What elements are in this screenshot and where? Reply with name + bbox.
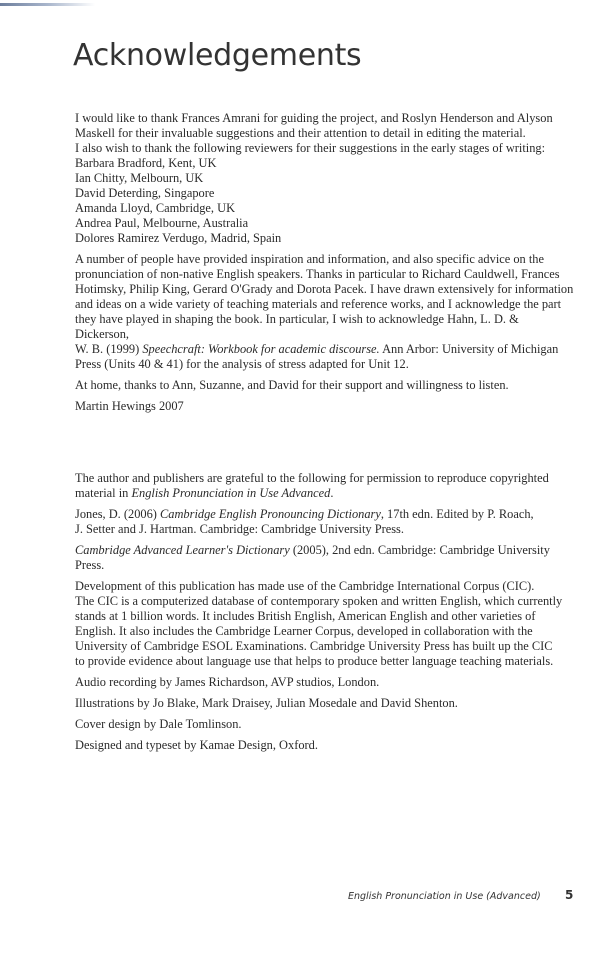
reference-line bbox=[75, 507, 575, 522]
reviewer-list bbox=[75, 156, 575, 246]
paragraph-line: English. It also includes the Cambridge Learner Corpus, developed in collaboration with the bbox=[75, 624, 533, 638]
page-number: 5 bbox=[565, 888, 574, 902]
reviewer-item: Dolores Ramirez Verdugo, Madrid, Spain bbox=[75, 231, 282, 245]
paragraph-line: Hotimsky, Philip King, Gerard O'Grady and Dorota Pacek. I have drawn extensively for information bbox=[75, 282, 574, 296]
paragraph-line: they have played in shaping the book. In particular, I wish to acknowledge Hahn, L. D. & Dickerson, bbox=[75, 312, 519, 341]
paragraph-line: and ideas on a wide variety of teaching materials and reference works, and I acknowledge the part bbox=[75, 297, 562, 311]
paragraph-line: Development of this publication has made use of the Cambridge International Corpus (CIC). bbox=[75, 579, 535, 593]
paragraph-line: stands at 1 billion words. It includes British English, American English and other varieties of bbox=[75, 609, 536, 623]
permissions-line: The author and publishers are grateful to the following for permission to reproduce copyrighted bbox=[75, 471, 549, 485]
intro-line: I would like to thank Frances Amrani for guiding the project, and Roslyn Henderson and Alyson bbox=[75, 111, 553, 125]
permissions-line bbox=[75, 486, 575, 501]
book-title-italic: Speechcraft: Workbook for academic discourse. bbox=[142, 342, 380, 356]
text-span: , 17th edn. Edited by P. Roach, bbox=[380, 507, 534, 521]
intro-line: Maskell for their invaluable suggestions and their attention to detail in editing the material. bbox=[75, 126, 526, 140]
text-span: W. B. (1999) bbox=[75, 342, 143, 356]
running-footer-title: English Pronunciation in Use (Advanced) bbox=[348, 891, 541, 902]
book-title-italic: Cambridge English Pronouncing Dictionary bbox=[160, 507, 381, 521]
book-title-italic: English Pronunciation in Use Advanced bbox=[131, 486, 331, 500]
text-span: (2005), 2nd edn. Cambridge: Cambridge University Press. bbox=[75, 543, 550, 572]
paragraph-line: to provide evidence about language use that helps to produce better language teaching materials. bbox=[75, 654, 554, 668]
intro-line: I also wish to thank the following reviewers for their suggestions in the early stages of writing: bbox=[75, 141, 546, 155]
typeset-credit: Designed and typeset by Kamae Design, Oxford. bbox=[75, 738, 318, 752]
audio-credit: Audio recording by James Richardson, AVP studios, London. bbox=[75, 675, 380, 689]
paragraph-line: The CIC is a computerized database of contemporary spoken and written English, which currently bbox=[75, 594, 563, 608]
paragraph-line bbox=[75, 342, 575, 357]
text-span: Ann Arbor: University of Michigan bbox=[379, 342, 559, 356]
reviewer-item: Barbara Bradford, Kent, UK bbox=[75, 156, 217, 170]
page-title: Acknowledgements bbox=[73, 38, 362, 73]
reviewer-item: Andrea Paul, Melbourne, Australia bbox=[75, 216, 249, 230]
reference-jones bbox=[75, 507, 575, 537]
text-span: . bbox=[330, 486, 334, 500]
book-title-italic: Cambridge Advanced Learner's Dictionary bbox=[75, 543, 290, 557]
reviewer-item: David Deterding, Singapore bbox=[75, 186, 215, 200]
paragraph-line: Press (Units 40 & 41) for the analysis of stress adapted for Unit 12. bbox=[75, 357, 409, 371]
text-span: Jones, D. (2006) bbox=[75, 507, 161, 521]
permissions-credits bbox=[75, 471, 575, 753]
cic-paragraph bbox=[75, 579, 575, 669]
author-acknowledgements bbox=[75, 111, 575, 414]
home-thanks: At home, thanks to Ann, Suzanne, and David for their support and willingness to listen. bbox=[75, 378, 509, 392]
paragraph-line: University of Cambridge ESOL Examinations. Cambridge University Press has built up the CIC bbox=[75, 639, 553, 653]
inspiration-paragraph bbox=[75, 252, 575, 372]
top-decorative-rule bbox=[0, 3, 95, 6]
reference-cald bbox=[75, 543, 575, 573]
reviewer-item: Ian Chitty, Melbourn, UK bbox=[75, 171, 204, 185]
paragraph-line: pronunciation of non-native English speakers. Thanks in particular to Richard Cauldwell, Frances bbox=[75, 267, 560, 281]
illustrations-credit: Illustrations by Jo Blake, Mark Draisey, Julian Mosedale and David Shenton. bbox=[75, 696, 458, 710]
cover-credit: Cover design by Dale Tomlinson. bbox=[75, 717, 242, 731]
author-signature: Martin Hewings 2007 bbox=[75, 399, 184, 413]
text-span: material in bbox=[75, 486, 132, 500]
paragraph-line: A number of people have provided inspiration and information, and also specific advice on the bbox=[75, 252, 544, 266]
reviewer-item: Amanda Lloyd, Cambridge, UK bbox=[75, 201, 236, 215]
reference-line: J. Setter and J. Hartman. Cambridge: Cambridge University Press. bbox=[75, 522, 404, 536]
